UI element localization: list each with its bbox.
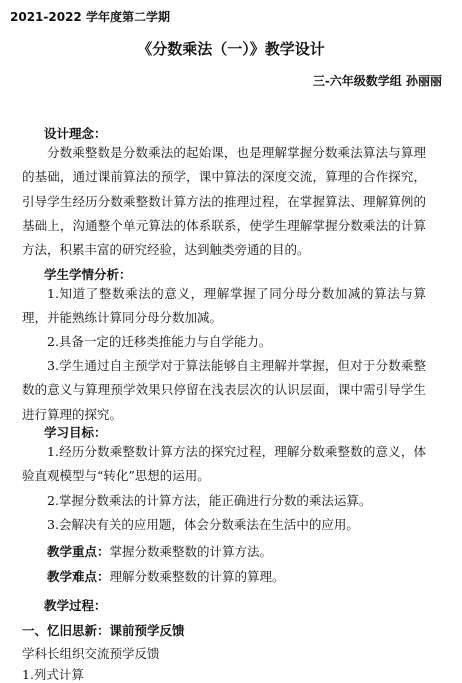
- concept-paragraph: 分数乘整数是分数乘法的起始课，也是理解掌握分数乘法算法与算理的基础，通过课前算法的预学，课中算法的深度交流，算理的合作探究，引导学生经历分数乘整数计算方法的推理过程，在掌握算法、理解算例的基础上，沟通整个单元算法的体系联系，使学生理解掌握分数乘法的计算方法，积累丰富的研究经验，达到触类旁通的目的。: [22, 145, 426, 258]
- goals-item-3: 3.会解决有关的应用题，体会分数乘法在生活中的应用。: [47, 517, 359, 532]
- process-line-1: 学科长组织交流预学反馈: [22, 646, 160, 661]
- students-item-1: 1.知道了整数乘法的意义，理解掌握了同分母分数加减的算法与算理，并能熟练计算同分母分数加减。: [22, 286, 426, 326]
- process-heading: 教学过程：: [44, 598, 107, 613]
- goals-item-2: 2.掌握分数乘法的计算方法，能正确进行分数的乘法运算。: [47, 493, 372, 508]
- author-line: 三-六年级数学组 孙丽丽: [312, 74, 442, 88]
- goals-item-1: 1.经历分数乘整数计算方法的探究过程，理解分数乘整数的意义，体验直观模型与“转化”思想的运用。: [22, 444, 426, 484]
- term-header: 2021-2022 学年度第二学期: [10, 10, 170, 24]
- process-step-1: 一、忆旧思新：课前预学反馈: [22, 623, 185, 638]
- students-heading: 学生学情分析：: [44, 267, 132, 282]
- key-point-label: 教学重点：: [47, 544, 110, 559]
- key-point-text: 掌握分数乘整数的计算方法。: [109, 544, 273, 559]
- document-title: 《分数乘法（一）》教学设计: [137, 40, 325, 58]
- difficulty-line: [47, 567, 285, 585]
- concept-heading: 设计理念：: [44, 126, 107, 141]
- difficulty-text: 理解分数乘整数的计算的算理。: [109, 569, 285, 584]
- goals-heading: 学习目标：: [44, 425, 107, 440]
- key-point-line: [47, 542, 272, 560]
- difficulty-label: 教学难点：: [47, 569, 110, 584]
- students-item-2: 2.具备一定的迁移类推能力与自学能力。: [47, 334, 272, 349]
- students-item-3: 3.学生通过自主预学对于算法能够自主理解并掌握，但对于分数乘整数的意义与算理预学效果只停留在浅表层次的认识层面，课中需引导学生进行算理的探究。: [22, 358, 426, 422]
- process-line-2: 1.列式计算: [22, 667, 84, 682]
